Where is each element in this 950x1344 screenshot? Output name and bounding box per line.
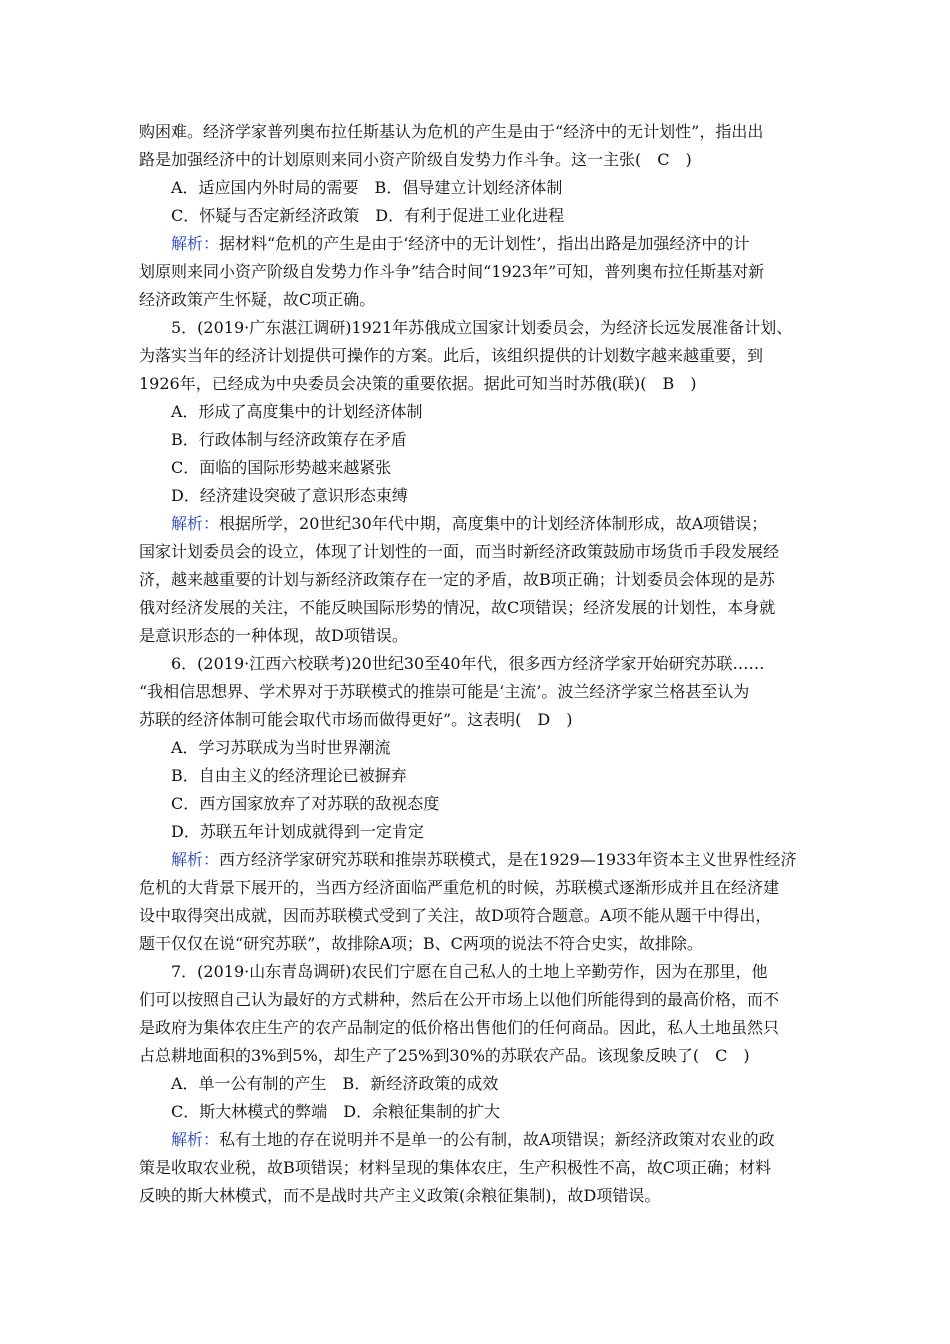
analysis-label: 解析：	[171, 850, 220, 869]
analysis-text: 据材料“危机的产生是由于‘经济中的无计划性’，指出出路是加强经济中的计	[219, 234, 750, 253]
analysis-line	[139, 846, 821, 874]
question-stem-line: “我相信思想界、学术界对于苏联模式的推崇可能是‘主流’。波兰经济学家兰格甚至认为	[139, 682, 750, 701]
page-content	[139, 118, 821, 1210]
question-stem-line: 苏联的经济体制可能会取代市场而做得更好”。这表明( D )	[139, 710, 573, 729]
option-line: C．西方国家放弃了对苏联的敌视态度	[171, 794, 440, 813]
analysis-label: 解析：	[171, 514, 220, 533]
analysis-line: 设中取得突出成就，因而苏联模式受到了关注，故D项符合题意。A项不能从题干中得出，	[139, 906, 772, 925]
analysis-line: 俄对经济发展的关注，不能反映国际形势的情况，故C项错误；经济发展的计划性，本身就	[139, 598, 776, 617]
option-line: C．怀疑与否定新经济政策 D．有利于促进工业化进程	[171, 206, 565, 225]
analysis-text: 西方经济学家研究苏联和推崇苏联模式，是在1929—1933年资本主义世界性经济	[219, 850, 797, 869]
question-stem-line: 路是加强经济中的计划原则来同小资产阶级自发势力作斗争。这一主张( C )	[139, 150, 692, 169]
question-stem-line: 购困难。经济学家普列奥布拉任斯基认为危机的产生是由于“经济中的无计划性”，指出出	[139, 122, 764, 141]
question-stem-line: 们可以按照自己认为最好的方式耕种，然后在公开市场上以他们所能得到的最高价格，而不	[139, 990, 780, 1009]
option-line: B．行政体制与经济政策存在矛盾	[171, 430, 407, 449]
analysis-label: 解析：	[171, 234, 220, 253]
option-line: A．形成了高度集中的计划经济体制	[171, 402, 423, 421]
question-stem-line: 为落实当年的经济计划提供可操作的方案。此后，该组织提供的计划数字越来越重要，到	[139, 346, 764, 365]
question-stem-line: 7．(2019·山东青岛调研)农民们宁愿在自己私人的土地上辛勤劳作，因为在那里，他	[171, 962, 768, 981]
analysis-line	[139, 1126, 821, 1154]
option-line: C．斯大林模式的弊端 D．余粮征集制的扩大	[171, 1102, 501, 1121]
analysis-line: 济，越来越重要的计划与新经济政策存在一定的矛盾，故B项正确；计划委员会体现的是苏	[139, 570, 775, 589]
question-stem-line: 5．(2019·广东湛江调研)1921年苏俄成立国家计划委员会，为经济长远发展准备计划、	[171, 318, 793, 337]
question-stem-line: 是政府为集体农庄生产的农产品制定的低价格出售他们的任何商品。因此，私人土地虽然只	[139, 1018, 780, 1037]
question-4-continued	[139, 118, 821, 314]
question-stem-line: 6．(2019·江西六校联考)20世纪30至40年代，很多西方经济学家开始研究苏联……	[171, 654, 765, 673]
option-line: B．自由主义的经济理论已被摒弃	[171, 766, 407, 785]
question-stem-line: 1926年，已经成为中央委员会决策的重要依据。据此可知当时苏俄(联)( B )	[139, 374, 697, 393]
analysis-line	[139, 230, 821, 258]
analysis-label: 解析：	[171, 1130, 220, 1149]
analysis-line: 划原则来同小资产阶级自发势力作斗争”结合时间“1923年”可知，普列奥布拉任斯基对新	[139, 262, 765, 281]
option-line: D．经济建设突破了意识形态束缚	[171, 486, 408, 505]
option-line: D．苏联五年计划成就得到一定肯定	[171, 822, 424, 841]
question-6	[139, 650, 821, 958]
analysis-line	[139, 510, 821, 538]
option-line: C．面临的国际形势越来越紧张	[171, 458, 392, 477]
analysis-line: 策是收取农业税，故B项错误；材料呈现的集体农庄，生产积极性不高，故C项正确；材料	[139, 1158, 772, 1177]
analysis-text: 私有土地的存在说明并不是单一的公有制，故A项错误；新经济政策对农业的政	[219, 1130, 775, 1149]
analysis-line: 经济政策产生怀疑，故C项正确。	[139, 290, 376, 309]
analysis-text: 根据所学，20世纪30年代中期，高度集中的计划经济体制形成，故A项错误；	[219, 514, 768, 533]
option-line: A．适应国内外时局的需要 B．倡导建立计划经济体制	[171, 178, 563, 197]
option-line: A．学习苏联成为当时世界潮流	[171, 738, 391, 757]
analysis-line: 题干仅仅在说“研究苏联”，故排除A项；B、C两项的说法不符合史实，故排除。	[139, 934, 703, 953]
analysis-line: 反映的斯大林模式，而不是战时共产主义政策(余粮征集制)，故D项错误。	[139, 1186, 661, 1205]
question-stem-line: 占总耕地面积的3%到5%，却生产了25%到30%的苏联农产品。该现象反映了( C )	[139, 1046, 750, 1065]
analysis-line: 是意识形态的一种体现，故D项错误。	[139, 626, 408, 645]
analysis-line: 危机的大背景下展开的，当西方经济面临严重危机的时候，苏联模式逐渐形成并且在经济建	[139, 878, 780, 897]
analysis-line: 国家计划委员会的设立，体现了计划性的一面，而当时新经济政策鼓励市场货币手段发展经	[139, 542, 780, 561]
option-line: A．单一公有制的产生 B．新经济政策的成效	[171, 1074, 499, 1093]
question-5	[139, 314, 821, 650]
question-7	[139, 958, 821, 1210]
